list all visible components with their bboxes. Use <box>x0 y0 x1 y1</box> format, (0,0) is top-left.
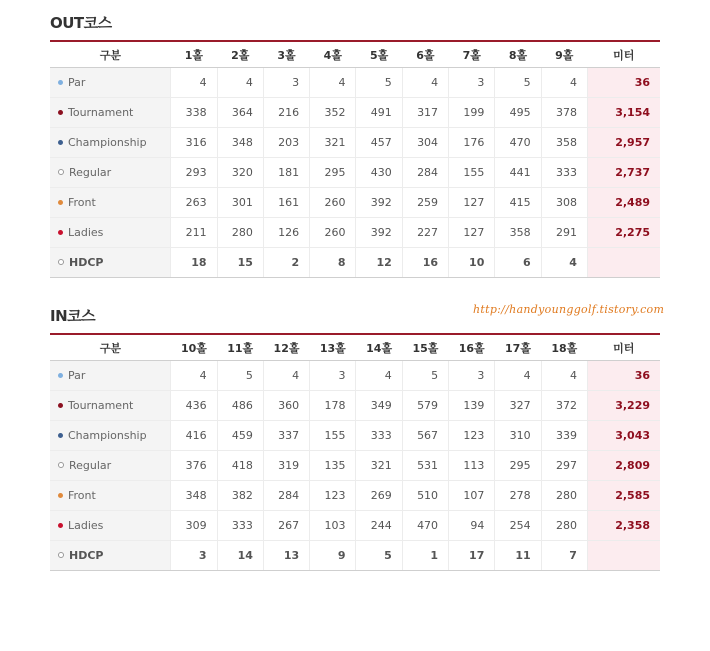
hole-value: 486 <box>217 391 263 421</box>
table-row-championship <box>50 128 660 158</box>
row-label <box>50 218 171 248</box>
hole-value: 260 <box>310 188 356 218</box>
row-label <box>50 98 171 128</box>
out-course-table <box>50 40 660 278</box>
bullet-icon <box>58 462 64 468</box>
hole-value: 4 <box>541 248 587 278</box>
hole-value: 15 <box>217 248 263 278</box>
header-hole-4: 13홀 <box>310 334 356 361</box>
row-label-text: Front <box>68 489 96 502</box>
hole-value: 309 <box>171 511 217 541</box>
row-label <box>50 511 171 541</box>
hole-value: 333 <box>217 511 263 541</box>
hole-value: 4 <box>541 68 587 98</box>
row-label <box>50 481 171 511</box>
hole-value: 4 <box>263 361 309 391</box>
header-hole-6: 15홀 <box>402 334 448 361</box>
hole-value: 4 <box>217 68 263 98</box>
hole-value: 333 <box>356 421 402 451</box>
hole-value: 321 <box>310 128 356 158</box>
bullet-icon <box>58 169 64 175</box>
row-label-text: Championship <box>68 136 147 149</box>
meter-total: 2,275 <box>587 218 660 248</box>
table-row-regular <box>50 451 660 481</box>
hole-value: 284 <box>263 481 309 511</box>
row-label <box>50 391 171 421</box>
row-label <box>50 188 171 218</box>
hole-value: 304 <box>402 128 448 158</box>
hole-value: 382 <box>217 481 263 511</box>
hole-value: 441 <box>495 158 541 188</box>
row-label-text: Par <box>68 76 86 89</box>
hole-value: 178 <box>310 391 356 421</box>
hole-value: 495 <box>495 98 541 128</box>
hole-value: 352 <box>310 98 356 128</box>
hole-value: 6 <box>495 248 541 278</box>
hole-value: 13 <box>263 541 309 571</box>
hole-value: 280 <box>541 481 587 511</box>
row-label <box>50 421 171 451</box>
bullet-icon <box>58 230 63 235</box>
bullet-icon <box>58 200 63 205</box>
hole-value: 280 <box>541 511 587 541</box>
hole-value: 103 <box>310 511 356 541</box>
hole-value: 259 <box>402 188 448 218</box>
bullet-icon <box>58 523 63 528</box>
hole-value: 291 <box>541 218 587 248</box>
hole-value: 16 <box>402 248 448 278</box>
hole-value: 510 <box>402 481 448 511</box>
bullet-icon <box>58 259 64 265</box>
hole-value: 11 <box>495 541 541 571</box>
hole-value: 457 <box>356 128 402 158</box>
table-header-row <box>50 334 660 361</box>
row-label-text: Tournament <box>68 399 134 412</box>
hole-value: 531 <box>402 451 448 481</box>
hole-value: 4 <box>495 361 541 391</box>
hole-value: 392 <box>356 188 402 218</box>
row-label-text: Front <box>68 196 96 209</box>
hole-value: 278 <box>495 481 541 511</box>
hole-value: 293 <box>171 158 217 188</box>
hole-value: 4 <box>171 361 217 391</box>
table-row-front <box>50 188 660 218</box>
table-header-row <box>50 41 660 68</box>
hole-value: 211 <box>171 218 217 248</box>
row-label-text: Regular <box>69 459 112 472</box>
header-hole-7: 7홀 <box>449 41 495 68</box>
hole-value: 181 <box>263 158 309 188</box>
hole-value: 284 <box>402 158 448 188</box>
hole-value: 269 <box>356 481 402 511</box>
header-hole-5: 14홀 <box>356 334 402 361</box>
hole-value: 358 <box>495 218 541 248</box>
hole-value: 436 <box>171 391 217 421</box>
meter-total: 2,358 <box>587 511 660 541</box>
hole-value: 301 <box>217 188 263 218</box>
hole-value: 7 <box>541 541 587 571</box>
meter-total: 3,229 <box>587 391 660 421</box>
row-label-text: HDCP <box>69 256 104 269</box>
header-hole-1: 1홀 <box>171 41 217 68</box>
table-row-hdcp <box>50 248 660 278</box>
header-meter: 미터 <box>587 41 660 68</box>
hole-value: 107 <box>449 481 495 511</box>
hole-value: 155 <box>310 421 356 451</box>
hole-value: 161 <box>263 188 309 218</box>
hole-value: 338 <box>171 98 217 128</box>
hole-value: 4 <box>356 361 402 391</box>
bullet-icon <box>58 140 63 145</box>
hole-value: 2 <box>263 248 309 278</box>
table-row-front <box>50 481 660 511</box>
hole-value: 5 <box>356 68 402 98</box>
meter-total <box>587 248 660 278</box>
hole-value: 113 <box>449 451 495 481</box>
hole-value: 319 <box>263 451 309 481</box>
header-hole-2: 11홀 <box>217 334 263 361</box>
in-course-table <box>50 333 660 571</box>
hole-value: 358 <box>541 128 587 158</box>
hole-value: 3 <box>171 541 217 571</box>
hole-value: 470 <box>495 128 541 158</box>
hole-value: 127 <box>449 188 495 218</box>
hole-value: 349 <box>356 391 402 421</box>
row-label <box>50 541 171 571</box>
hole-value: 295 <box>495 451 541 481</box>
table-row-championship <box>50 421 660 451</box>
hole-value: 17 <box>449 541 495 571</box>
meter-total: 36 <box>587 68 660 98</box>
hole-value: 260 <box>310 218 356 248</box>
hole-value: 126 <box>263 218 309 248</box>
hole-value: 416 <box>171 421 217 451</box>
header-hole-4: 4홀 <box>310 41 356 68</box>
table-row-hdcp <box>50 541 660 571</box>
header-hole-2: 2홀 <box>217 41 263 68</box>
table-row-tournament <box>50 98 660 128</box>
hole-value: 244 <box>356 511 402 541</box>
row-label-text: Championship <box>68 429 147 442</box>
hole-value: 392 <box>356 218 402 248</box>
hole-value: 333 <box>541 158 587 188</box>
hole-value: 4 <box>541 361 587 391</box>
header-hole-8: 8홀 <box>495 41 541 68</box>
out-course-title: OUT코스 <box>50 14 112 32</box>
hole-value: 10 <box>449 248 495 278</box>
hole-value: 14 <box>217 541 263 571</box>
hole-value: 430 <box>356 158 402 188</box>
bullet-icon <box>58 373 63 378</box>
meter-total: 2,489 <box>587 188 660 218</box>
hole-value: 227 <box>402 218 448 248</box>
row-label-text: Tournament <box>68 106 134 119</box>
table-row-par <box>50 361 660 391</box>
row-label <box>50 361 171 391</box>
hole-value: 139 <box>449 391 495 421</box>
row-label <box>50 68 171 98</box>
table-row-ladies <box>50 218 660 248</box>
header-category: 구분 <box>50 41 171 68</box>
header-hole-7: 16홀 <box>449 334 495 361</box>
hole-value: 123 <box>310 481 356 511</box>
header-hole-9: 18홀 <box>541 334 587 361</box>
hole-value: 3 <box>263 68 309 98</box>
hole-value: 321 <box>356 451 402 481</box>
hole-value: 376 <box>171 451 217 481</box>
hole-value: 8 <box>310 248 356 278</box>
hole-value: 199 <box>449 98 495 128</box>
meter-total: 2,809 <box>587 451 660 481</box>
header-meter: 미터 <box>587 334 660 361</box>
hole-value: 316 <box>171 128 217 158</box>
hole-value: 263 <box>171 188 217 218</box>
bullet-icon <box>58 403 63 408</box>
hole-value: 155 <box>449 158 495 188</box>
hole-value: 3 <box>449 68 495 98</box>
hole-value: 4 <box>310 68 356 98</box>
meter-total: 3,043 <box>587 421 660 451</box>
meter-total: 36 <box>587 361 660 391</box>
table-row-par <box>50 68 660 98</box>
hole-value: 348 <box>217 128 263 158</box>
header-hole-5: 5홀 <box>356 41 402 68</box>
hole-value: 297 <box>541 451 587 481</box>
row-label-text: Par <box>68 369 86 382</box>
bullet-icon <box>58 493 63 498</box>
hole-value: 372 <box>541 391 587 421</box>
hole-value: 9 <box>310 541 356 571</box>
hole-value: 5 <box>495 68 541 98</box>
hole-value: 418 <box>217 451 263 481</box>
hole-value: 360 <box>263 391 309 421</box>
hole-value: 3 <box>310 361 356 391</box>
header-hole-6: 6홀 <box>402 41 448 68</box>
bullet-icon <box>58 110 63 115</box>
meter-total: 2,957 <box>587 128 660 158</box>
meter-total: 2,737 <box>587 158 660 188</box>
hole-value: 320 <box>217 158 263 188</box>
header-hole-3: 3홀 <box>263 41 309 68</box>
hole-value: 18 <box>171 248 217 278</box>
header-category: 구분 <box>50 334 171 361</box>
hole-value: 579 <box>402 391 448 421</box>
hole-value: 5 <box>217 361 263 391</box>
hole-value: 491 <box>356 98 402 128</box>
hole-value: 308 <box>541 188 587 218</box>
row-label <box>50 248 171 278</box>
hole-value: 254 <box>495 511 541 541</box>
hole-value: 310 <box>495 421 541 451</box>
hole-value: 5 <box>356 541 402 571</box>
hole-value: 337 <box>263 421 309 451</box>
bullet-icon <box>58 433 63 438</box>
table-row-tournament <box>50 391 660 421</box>
row-label-text: Regular <box>69 166 112 179</box>
row-label-text: HDCP <box>69 549 104 562</box>
hole-value: 317 <box>402 98 448 128</box>
hole-value: 1 <box>402 541 448 571</box>
hole-value: 94 <box>449 511 495 541</box>
table-row-regular <box>50 158 660 188</box>
hole-value: 3 <box>449 361 495 391</box>
table-row-ladies <box>50 511 660 541</box>
hole-value: 567 <box>402 421 448 451</box>
hole-value: 5 <box>402 361 448 391</box>
meter-total <box>587 541 660 571</box>
hole-value: 378 <box>541 98 587 128</box>
hole-value: 339 <box>541 421 587 451</box>
hole-value: 12 <box>356 248 402 278</box>
bullet-icon <box>58 552 64 558</box>
hole-value: 4 <box>171 68 217 98</box>
header-hole-8: 17홀 <box>495 334 541 361</box>
row-label <box>50 158 171 188</box>
row-label <box>50 451 171 481</box>
hole-value: 216 <box>263 98 309 128</box>
hole-value: 348 <box>171 481 217 511</box>
row-label <box>50 128 171 158</box>
in-course-title: IN코스 <box>50 307 96 325</box>
header-hole-1: 10홀 <box>171 334 217 361</box>
bullet-icon <box>58 80 63 85</box>
hole-value: 203 <box>263 128 309 158</box>
blog-watermark: http://handyounggolf.tistory.com <box>473 303 665 316</box>
hole-value: 415 <box>495 188 541 218</box>
hole-value: 4 <box>402 68 448 98</box>
header-hole-9: 9홀 <box>541 41 587 68</box>
row-label-text: Ladies <box>68 519 104 532</box>
meter-total: 3,154 <box>587 98 660 128</box>
hole-value: 127 <box>449 218 495 248</box>
hole-value: 295 <box>310 158 356 188</box>
hole-value: 280 <box>217 218 263 248</box>
hole-value: 364 <box>217 98 263 128</box>
hole-value: 123 <box>449 421 495 451</box>
row-label-text: Ladies <box>68 226 104 239</box>
hole-value: 267 <box>263 511 309 541</box>
meter-total: 2,585 <box>587 481 660 511</box>
hole-value: 327 <box>495 391 541 421</box>
hole-value: 470 <box>402 511 448 541</box>
header-hole-3: 12홀 <box>263 334 309 361</box>
hole-value: 135 <box>310 451 356 481</box>
hole-value: 459 <box>217 421 263 451</box>
hole-value: 176 <box>449 128 495 158</box>
